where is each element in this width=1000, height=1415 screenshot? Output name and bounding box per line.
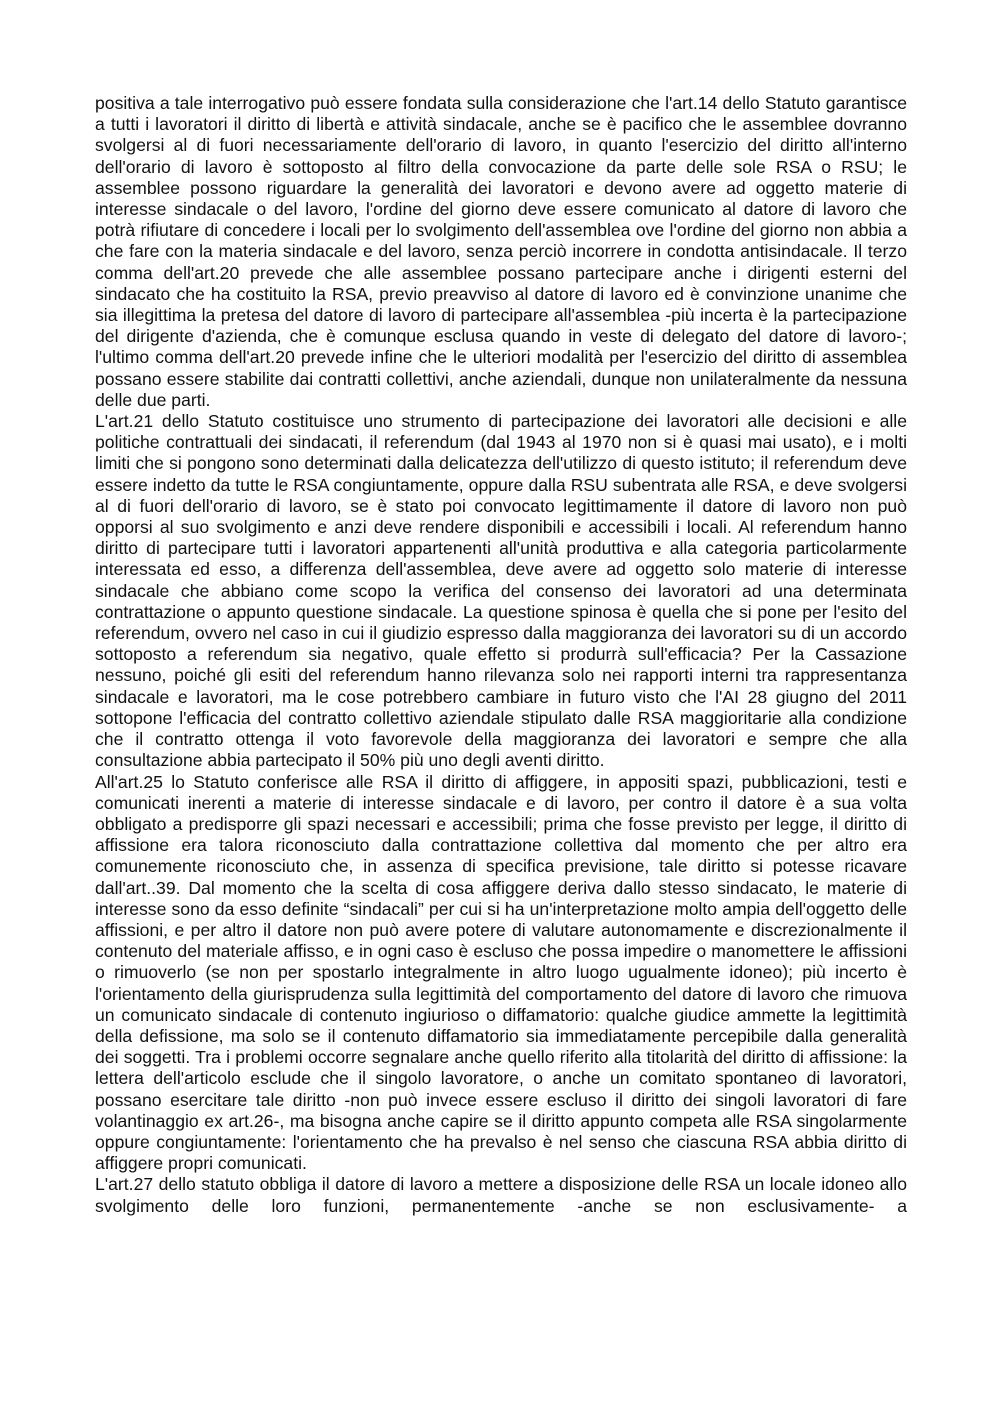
paragraph-assemblee: positiva a tale interrogativo può essere fondata sulla considerazione che l'art.14 dello Statuto garantisce a tutti i lavoratori il diritto di libertà e attività sindacale, anche se è pacifico che le assemblee dovranno svolgersi al di fuori necessariamente dell'orario di lavoro, in quanto l'esercizio del diritto all'interno dell'orario di lavoro è sottoposto al filtro della convocazione da parte delle sole RSA o RSU; le assemblee possono riguardare la generalità dei lavoratori e devono avere ad oggetto materie di interesse sindacale o del lavoro, l'ordine del giorno deve essere comunicato al datore di lavoro che potrà rifiutare di concedere i locali per lo svolgimento dell'assemblea ove l'ordine del giorno non abbia a che fare con la materia sindacale e del lavoro, senza perciò incorrere in condotta antisindacale. Il terzo comma dell'art.20 prevede che alle assemblee possano partecipare anche i dirigenti esterni del sindacato che ha costituito la RSA, previo preavviso al datore di lavoro ed è convinzione unanime che sia illegittima la pretesa del datore di lavoro di partecipare all'assemblea -più incerta è la partecipazione del dirigente d'azienda, che è comunque esclusa quando in veste di delegato del datore di lavoro-; l'ultimo comma dell'art.20 prevede infine che le ulteriori modalità per l'esercizio del diritto di assemblea possano essere stabilite dai contratti collettivi, anche aziendali, dunque non unilateralmente da nessuna delle due parti.: [95, 93, 907, 410]
paragraph-referendum: L'art.21 dello Statuto costituisce uno strumento di partecipazione dei lavoratori alle decisioni e alle politiche contrattuali dei sindacati, il referendum (dal 1943 al 1970 non si è quasi mai usato), e i molti limiti che si pongono sono determinati dalla delicatezza dell'utilizzo di questo istituto; il referendum deve essere indetto da tutte le RSA congiuntamente, oppure dalla RSU subentrata alle RSA, e deve svolgersi al di fuori dell'orario di lavoro, se è stato poi convocato legittimamente il datore di lavoro non può opporsi al suo svolgimento e anzi deve rendere disponibili e accessibili i locali. Al referendum hanno diritto di partecipare tutti i lavoratori appartenenti all'unità produttiva e alla categoria particolarmente interessata ed esso, a differenza dell'assemblea, deve avere ad oggetto solo materie di interesse sindacale che abbiano come scopo la verifica del consenso dei lavoratori ad una determinata contrattazione o appunto questione sindacale. La questione spinosa è quella che si pone per l'esito del referendum, ovvero nel caso in cui il giudizio espresso dalla maggioranza dei lavoratori su di un accordo sottoposto a referendum sia negativo, quale effetto si produrrà sull'efficacia? Per la Cassazione nessuno, poiché gli esiti del referendum hanno rilevanza solo nei rapporti interni tra rappresentanza sindacale e lavoratori, ma le cose potrebbero cambiare in futuro visto che l'AI 28 giugno del 2011 sottopone l'efficacia del contratto collettivo aziendale stipulato dalle RSA maggioritarie alla condizione che il contratto ottenga il voto favorevole della maggioranza dei lavoratori e sempre che alla consultazione abbia partecipato il 50% più uno degli aventi diritto.: [95, 411, 907, 771]
paragraph-locali: L'art.27 dello statuto obbliga il datore di lavoro a mettere a disposizione delle RSA un locale idoneo allo svolgimento delle loro funzioni, permanentemente -anche se non esclusivamente- a: [95, 1174, 907, 1216]
paragraph-affissione: All'art.25 lo Statuto conferisce alle RSA il diritto di affiggere, in appositi spazi, pubblicazioni, testi e comunicati inerenti a materie di interesse sindacale e di lavoro, per contro il datore è a sua volta obbligato a predisporre gli spazi necessari e accessibili; prima che fosse previsto per legge, il diritto di affissione era talora riconosciuto dalla contrattazione collettiva dal momento che per altro era comunemente riconosciuto che, in assenza di specifica previsione, tale diritto si potesse ricavare dall'art..39. Dal momento che la scelta di cosa affiggere deriva dallo stesso sindacato, le materie di interesse sono da esso definite “sindacali” per cui si ha un'interpretazione molto ampia dell'oggetto delle affissioni, e per altro il datore non può avere potere di valutare autonomamente e discrezionalmente il contenuto del materiale affisso, e in ogni caso è escluso che possa impedire o manomettere le affissioni o rimuoverlo (se non per spostarlo integralmente in altro luogo ugualmente idoneo); più incerto è l'orientamento della giurisprudenza sulla legittimità del comportamento del datore di lavoro che rimuova un comunicato sindacale di contenuto ingiurioso o diffamatorio: qualche giudice ammette la legittimità della defissione, ma solo se il contenuto diffamatorio sia immediatamente percepibile dalla generalità dei soggetti. Tra i problemi occorre segnalare anche quello riferito alla titolarità del diritto di affissione: la lettera dell'articolo esclude che il singolo lavoratore, o anche un comitato spontaneo di lavoratori, possano esercitare tale diritto -non può invece essere escluso il diritto dei singoli lavoratori di fare volantinaggio ex art.26-, ma bisogna anche capire se il diritto appunto competa alle RSA singolarmente oppure congiuntamente: l'orientamento che ha prevalso è nel senso che ciascuna RSA abbia diritto di affiggere propri comunicati.: [95, 771, 907, 1174]
document-page: [95, 93, 907, 1217]
